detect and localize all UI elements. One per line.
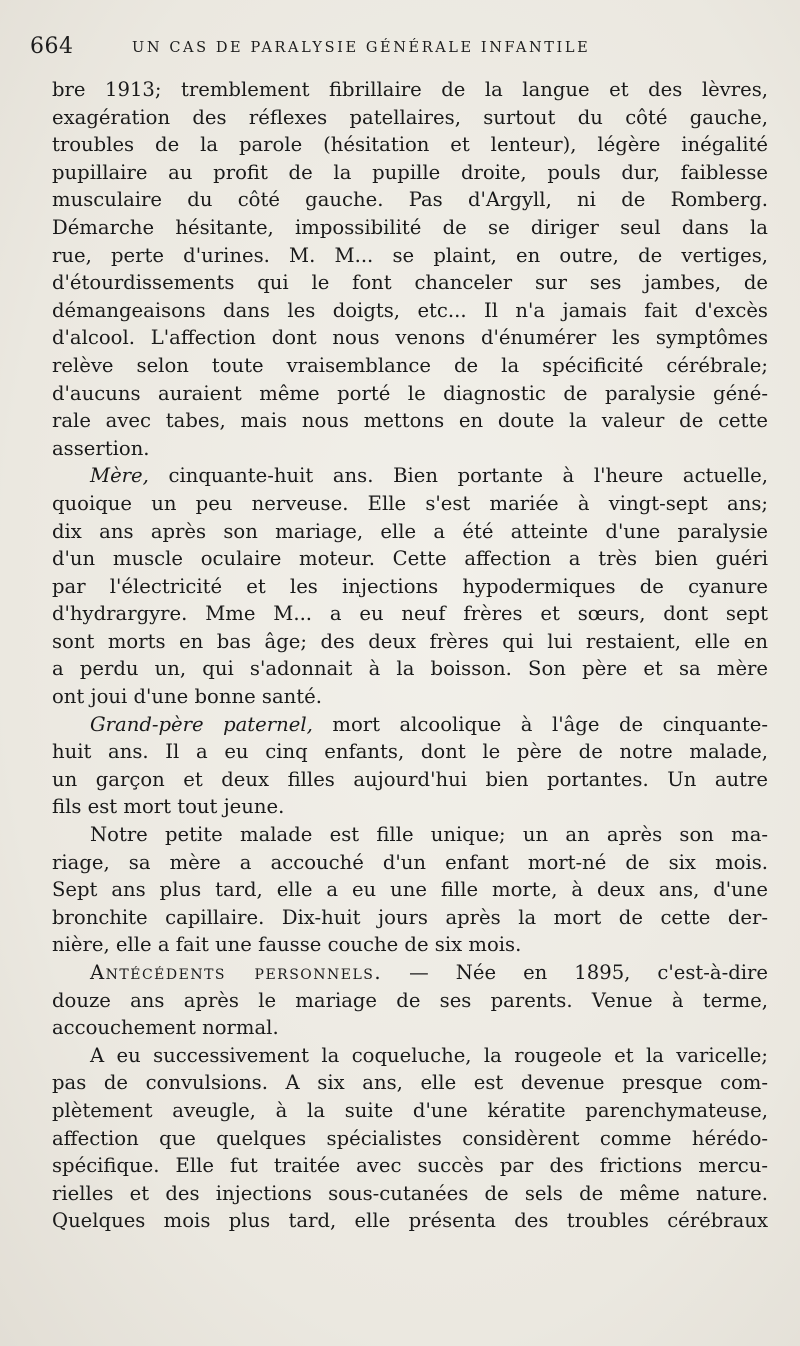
page-number: 664 bbox=[30, 34, 74, 59]
body-text bbox=[52, 76, 768, 1235]
text-line: riage, sa mère a accouché d'un enfant mort-né de six mois. bbox=[52, 850, 768, 874]
text-line: troubles de la parole (hésitation et lenteur), légère inégalité bbox=[52, 133, 768, 157]
text-line: nière, elle a fait une fausse couche de six mois. bbox=[52, 933, 522, 957]
text-line bbox=[52, 959, 768, 987]
text-line: un garçon et deux filles aujourd'hui bien portantes. Un autre bbox=[52, 767, 768, 791]
text-line: ont joui d'une bonne santé. bbox=[52, 685, 322, 709]
text-line: bre 1913; tremblement fibrillaire de la langue et des lèvres, bbox=[52, 78, 768, 101]
paragraph-lead-italic: Mère, bbox=[90, 464, 149, 488]
section-heading-smallcaps: Antécédents personnels. bbox=[90, 961, 383, 984]
text-line: a perdu un, qui s'adonnait à la boisson. Son père et sa mère bbox=[52, 657, 768, 681]
text-line: accouchement normal. bbox=[52, 1016, 279, 1040]
text-line: assertion. bbox=[52, 436, 150, 460]
text-line: sont morts en bas âge; des deux frères qui lui restaient, elle en bbox=[52, 629, 768, 653]
text-line: Démarche hésitante, impossibilité de se diriger seul dans la bbox=[52, 215, 768, 239]
text-line bbox=[52, 711, 768, 739]
text-line: dix ans après son mariage, elle a été atteinte d'une paralysie bbox=[52, 519, 768, 543]
text-line: affection que quelques spécialistes considèrent comme hérédo- bbox=[52, 1126, 768, 1150]
paragraph-antecedents bbox=[52, 959, 768, 1042]
text-line: démangeaisons dans les doigts, etc... Il n'a jamais fait d'excès bbox=[52, 298, 768, 322]
text-line: spécifique. Elle fut traitée avec succès par des frictions mercu- bbox=[52, 1154, 768, 1178]
text-line: rielles et des injections sous-cutanées de sels de même nature. bbox=[52, 1181, 768, 1205]
text-line: bronchite capillaire. Dix-huit jours après la mort de cette der- bbox=[52, 905, 768, 929]
text-line: d'étourdissements qui le font chanceler sur ses jambes, de bbox=[52, 271, 768, 295]
paragraph-lead-italic: Grand-père paternel, bbox=[90, 712, 313, 736]
text-line: Quelques mois plus tard, elle présenta des troubles cérébraux bbox=[52, 1209, 768, 1233]
text-line: relève selon toute vraisemblance de la spécificité cérébrale; bbox=[52, 353, 768, 377]
text-line: d'alcool. L'affection dont nous venons d'énumérer les symptômes bbox=[52, 326, 768, 350]
text-line: d'un muscle oculaire moteur. Cette affection a très bien guéri bbox=[52, 547, 768, 571]
text-line: pas de convulsions. A six ans, elle est devenue presque com- bbox=[52, 1071, 768, 1095]
page-header bbox=[30, 34, 770, 64]
paragraph-continuation bbox=[52, 76, 768, 462]
paragraph-mere bbox=[52, 462, 768, 710]
text-fragment: cinquante-huit ans. Bien portante à l'heure actuelle, bbox=[148, 464, 768, 488]
text-fragment: — Née en 1895, c'est-à-dire bbox=[382, 961, 768, 984]
text-line: Sept ans plus tard, elle a eu une fille morte, à deux ans, d'une bbox=[52, 878, 768, 902]
text-line: Notre petite malade est fille unique; un an après son ma- bbox=[90, 823, 768, 847]
text-line bbox=[52, 462, 768, 490]
text-line: par l'électricité et les injections hypodermiques de cyanure bbox=[52, 574, 768, 598]
text-line: douze ans après le mariage de ses parents. Venue à terme, bbox=[52, 988, 768, 1012]
text-line: exagération des réflexes patellaires, surtout du côté gauche, bbox=[52, 105, 768, 129]
text-line: pupillaire au profit de la pupille droite, pouls dur, faiblesse bbox=[52, 160, 768, 184]
text-line: huit ans. Il a eu cinq enfants, dont le père de notre malade, bbox=[52, 740, 768, 764]
text-fragment: mort alcoolique à l'âge de cinquante- bbox=[312, 712, 768, 736]
paragraph-petite-malade bbox=[52, 821, 768, 959]
text-line: quoique un peu nerveuse. Elle s'est mariée à vingt-sept ans; bbox=[52, 491, 768, 515]
running-title: UN CAS DE PARALYSIE GÉNÉRALE INFANTILE bbox=[132, 40, 591, 56]
paragraph-grand-pere bbox=[52, 711, 768, 821]
text-line: plètement aveugle, à la suite d'une kératite parenchymateuse, bbox=[52, 1098, 768, 1122]
text-line: d'hydrargyre. Mme M... a eu neuf frères et sœurs, dont sept bbox=[52, 602, 768, 626]
text-line: rale avec tabes, mais nous mettons en doute la valeur de cette bbox=[52, 409, 768, 433]
text-line: d'aucuns auraient même porté le diagnostic de paralysie géné- bbox=[52, 381, 768, 405]
text-line: fils est mort tout jeune. bbox=[52, 795, 285, 819]
paragraph-maladies bbox=[52, 1042, 768, 1235]
text-line: musculaire du côté gauche. Pas d'Argyll, ni de Romberg. bbox=[52, 188, 768, 212]
text-line: A eu successivement la coqueluche, la rougeole et la varicelle; bbox=[90, 1043, 768, 1067]
text-line: rue, perte d'urines. M. M... se plaint, en outre, de vertiges, bbox=[52, 243, 768, 267]
